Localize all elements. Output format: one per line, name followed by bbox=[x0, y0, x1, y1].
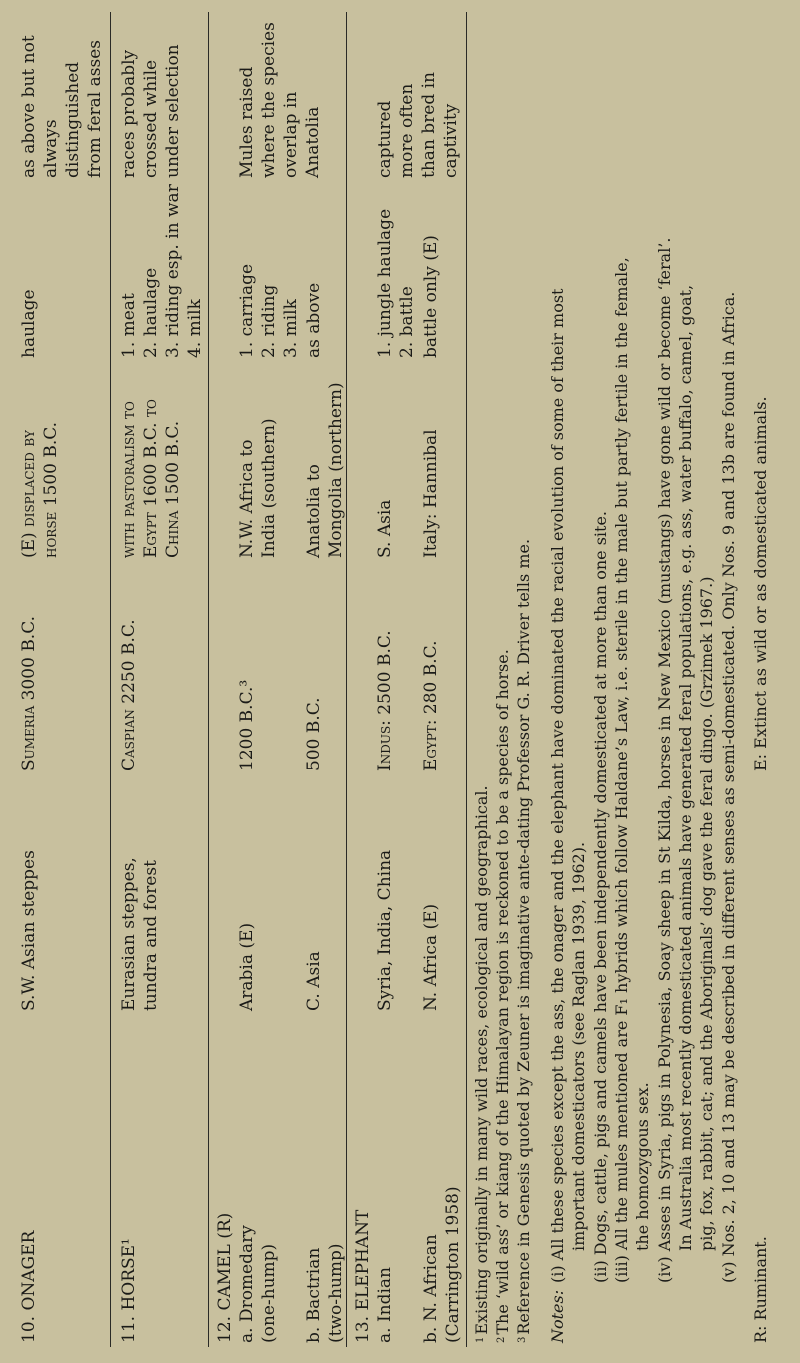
cell-spread: with pastoralism to Egypt 1600 B.C. to China 1500 B.C. bbox=[119, 399, 183, 558]
footnote: $^3$Reference in Genesis quoted by Zeuner is imaginative ante-dating Professor G. R. Driver tells me. bbox=[514, 538, 533, 1343]
cell-remarks: captured more often than bred in captivity bbox=[375, 71, 461, 178]
divider bbox=[110, 12, 111, 1347]
legend-extinct: E: Extinct as wild or as domesticated animals. bbox=[751, 396, 770, 771]
cell-uses: haulage bbox=[19, 289, 39, 358]
cell-spread: (E) displaced by horse 1500 B.C. bbox=[19, 421, 61, 558]
cell-wild-range: Arabia (E) bbox=[237, 922, 257, 1011]
cell-origin: 1200 B.C.³ bbox=[237, 679, 257, 771]
cell-spread: Anatolia to Mongolia (northern) bbox=[304, 382, 346, 558]
note-line: the homozygous sex. bbox=[633, 1082, 652, 1251]
divider bbox=[208, 12, 209, 1347]
cell-origin: Sumeria 3000 B.C. bbox=[19, 615, 39, 771]
cell-origin: Egypt: 280 B.C. bbox=[421, 640, 441, 771]
footnote: $^2$The ‘wild ass’ or kiang of the Himalayan region is reckoned to be a species of horse. bbox=[493, 649, 512, 1343]
cell-origin: Indus: 2500 B.C. bbox=[375, 630, 395, 771]
cell-origin: 500 B.C. bbox=[304, 697, 324, 771]
cell-uses: battle only (E) bbox=[421, 235, 441, 358]
note-line: In Australia most recently domesticated animals have generated feral populations, e.g. ass, water buffalo, camel, goat, bbox=[676, 284, 695, 1251]
cell-uses: 1. meat 2. haulage 3. riding esp. in war 4. milk bbox=[119, 184, 205, 358]
cell-species: 12. CAMEL (R) a. Dromedary (one-hump) bbox=[215, 1212, 279, 1343]
cell-spread: S. Asia bbox=[375, 499, 395, 558]
note-line: (iv) Asses in Syria, pigs in Polynesia, Soay sheep in St Kilda, horses in New Mexico (mustangs) have gone wild or become ‘feral’. bbox=[655, 237, 674, 1283]
divider bbox=[466, 12, 467, 1347]
cell-uses: as above bbox=[304, 282, 324, 358]
note-line: (i) All these species except the ass, the onager and the elephant have dominated the racial evolution of some of their most bbox=[548, 288, 567, 1283]
cell-remarks: races probably crossed while under selection bbox=[119, 44, 183, 178]
cell-species: 10. ONAGER bbox=[19, 1230, 39, 1343]
cell-remarks: Mules raised where the species overlap in Anatolia bbox=[237, 22, 323, 178]
note-line: pig, fox, rabbit, cat; and the Aboriginals’ dog gave the feral dingo. (Grzimek 1967.) bbox=[697, 576, 716, 1251]
cell-remarks: as above but not always distinguished from feral asses bbox=[19, 35, 105, 178]
cell-wild-range: N. Africa (E) bbox=[421, 903, 441, 1011]
cell-spread: N.W. Africa to India (southern) bbox=[237, 418, 279, 558]
legend-ruminant: R: Ruminant. bbox=[751, 1236, 770, 1343]
cell-spread: Italy: Hannibal bbox=[421, 429, 441, 558]
cell-species: b. Bactrian (two-hump) bbox=[304, 1243, 346, 1343]
cell-wild-range: C. Asia bbox=[304, 951, 324, 1011]
cell-origin: Caspian 2250 B.C. bbox=[119, 619, 139, 771]
divider bbox=[346, 12, 347, 1347]
cell-uses: 1. jungle haulage 2. battle bbox=[375, 208, 417, 358]
note-line: important domesticators (see Raglan 1939, 1962). bbox=[569, 841, 588, 1251]
footnote: $^1$Existing originally in many wild races, ecological and geographical. bbox=[472, 785, 491, 1343]
cell-species: 11. HORSE¹ bbox=[119, 1238, 139, 1343]
cell-wild-range: S.W. Asian steppes bbox=[19, 850, 39, 1011]
cell-wild-range: Eurasian steppes, tundra and forest bbox=[119, 857, 161, 1011]
cell-species: b. N. African (Carrington 1958) bbox=[421, 1186, 463, 1343]
cell-species: 13. ELEPHANT a. Indian bbox=[353, 1209, 395, 1343]
note-line: (ii) Dogs, cattle, pigs and camels have been independently domesticated at more than one site. bbox=[591, 510, 610, 1283]
notes-label: Notes: bbox=[548, 1289, 567, 1343]
note-line: (iii) All the mules mentioned are F₁ hybrids which follow Haldane’s Law, i.e. sterile in the male but partly fertile in the female, bbox=[612, 257, 631, 1283]
note-line: (v) Nos. 2, 10 and 13 may be described in different senses as semi-domesticated. Only Nos. 9 and 13b are found in Africa. bbox=[719, 291, 738, 1283]
cell-uses: 1. carriage 2. riding 3. milk bbox=[237, 263, 301, 358]
cell-wild-range: Syria, India, China bbox=[375, 849, 395, 1011]
